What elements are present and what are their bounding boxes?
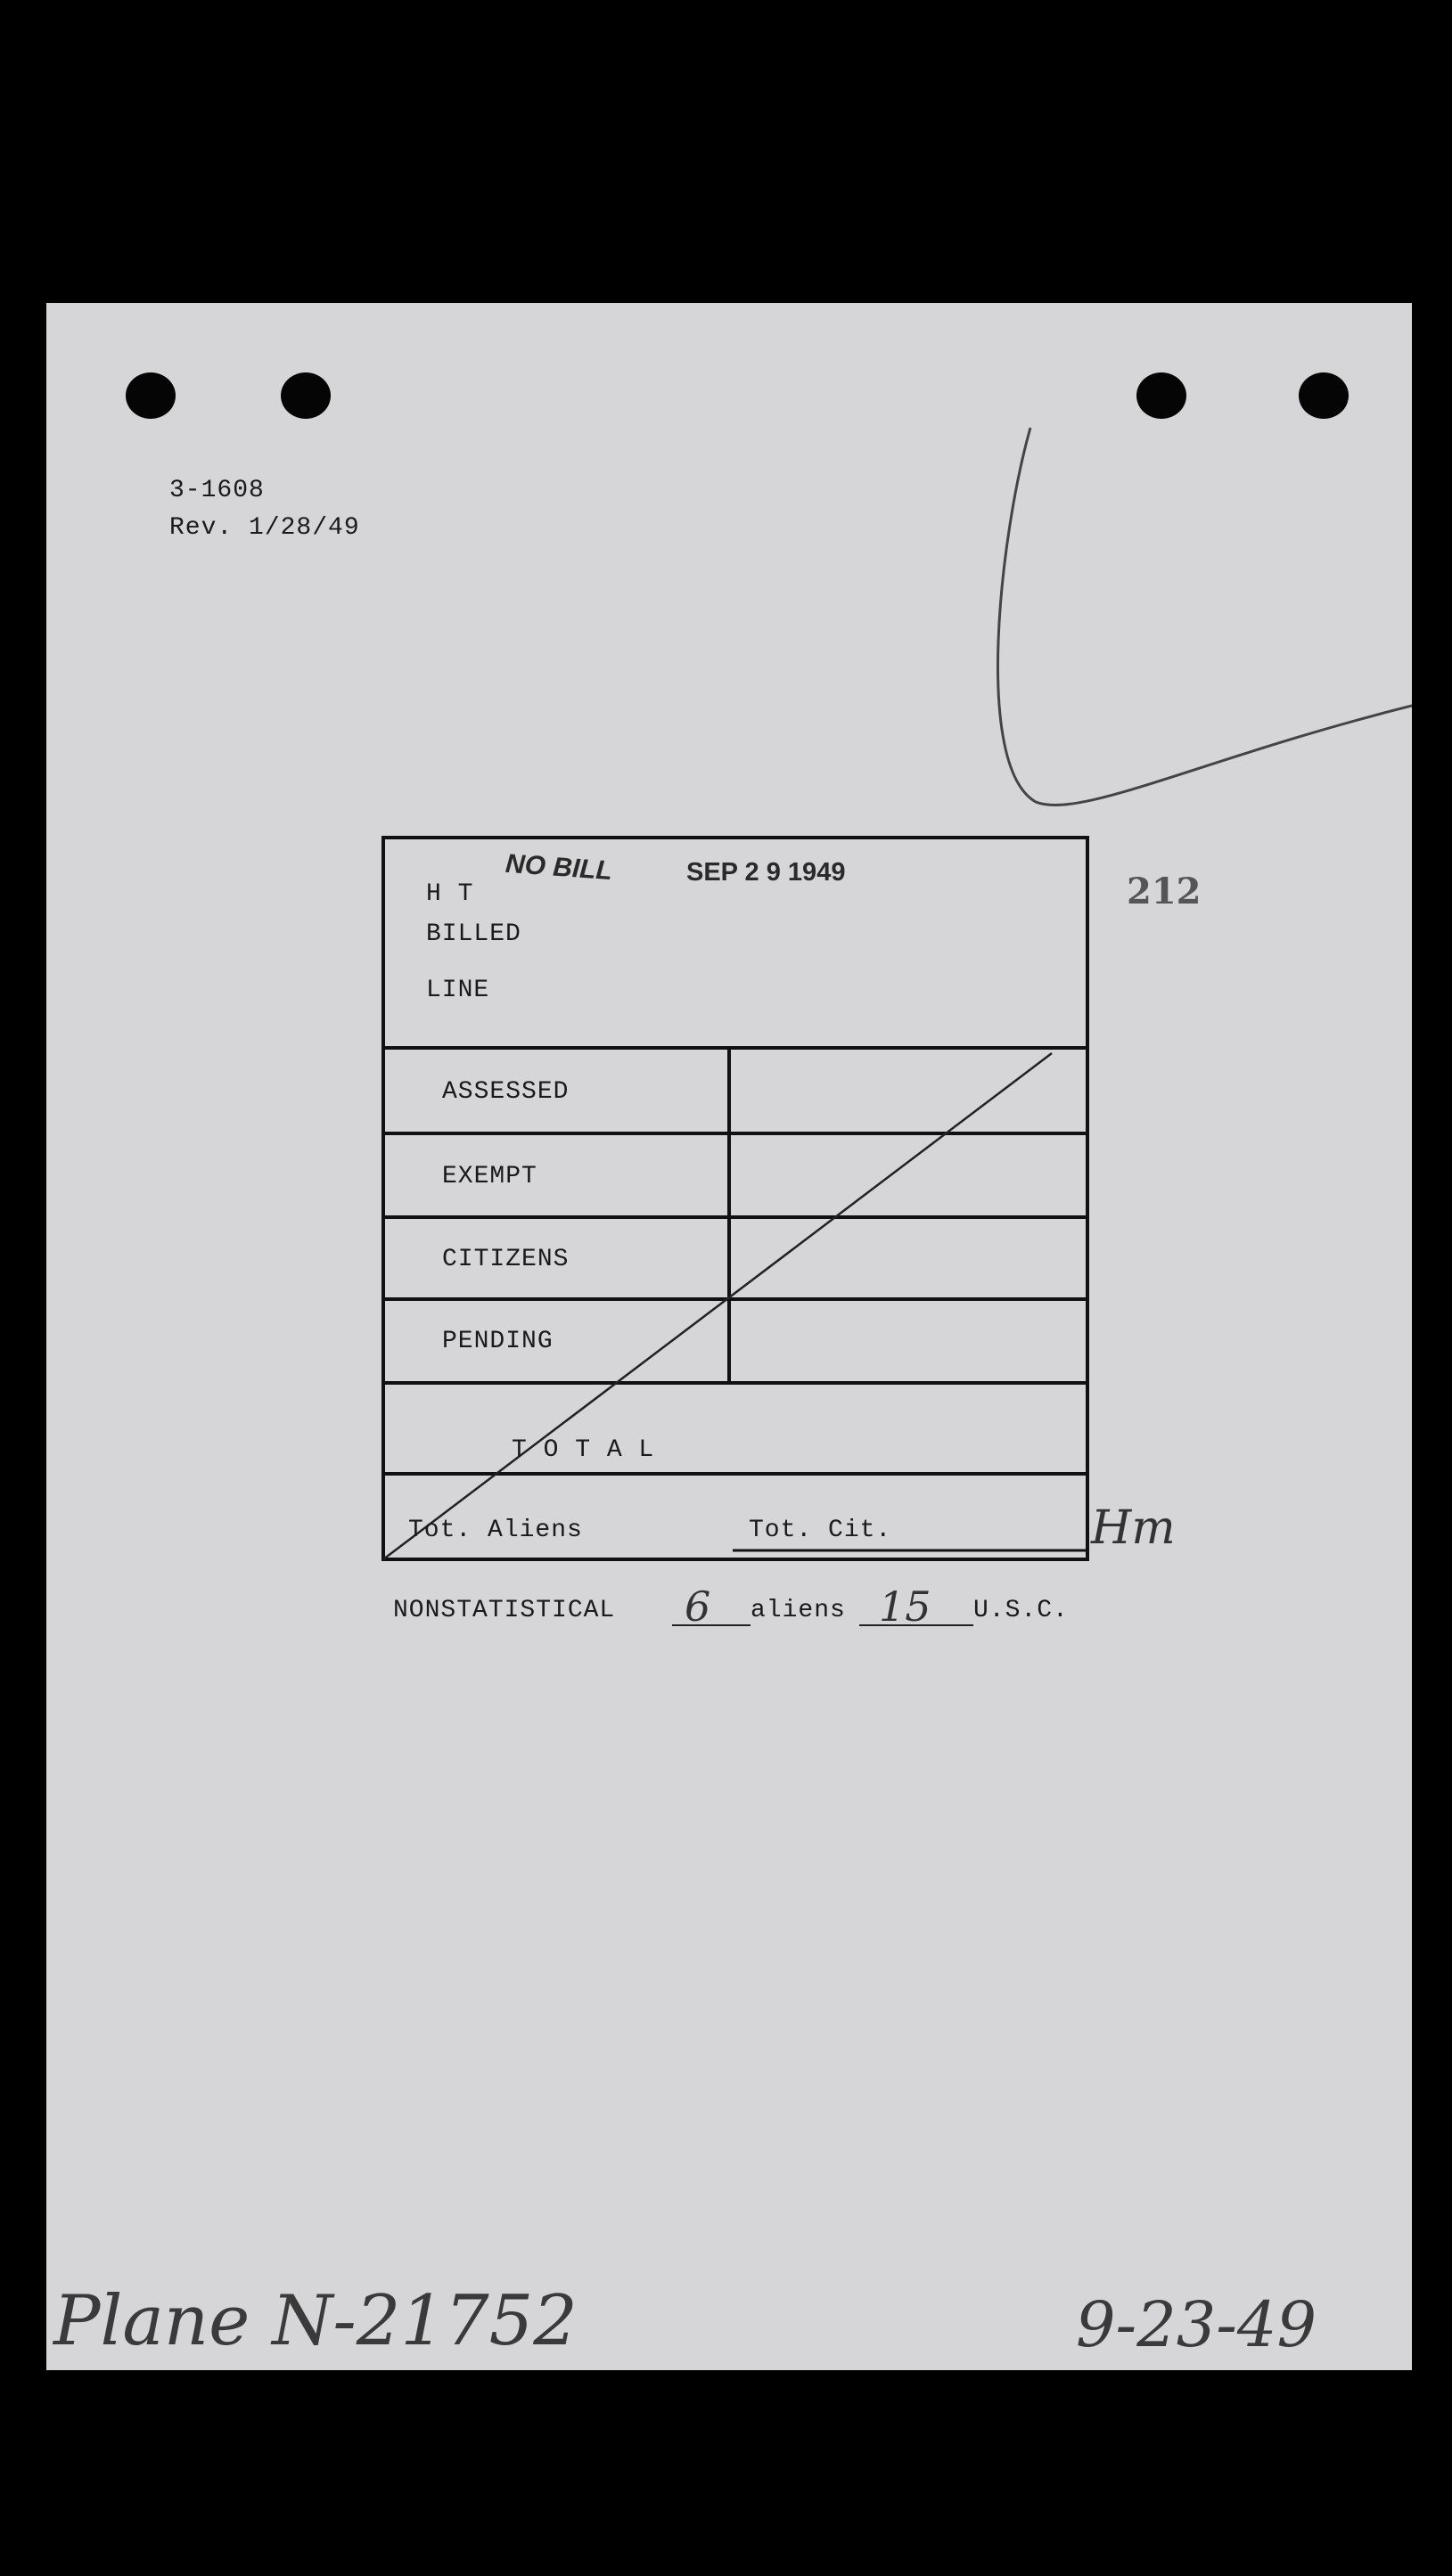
form-grid: [46, 303, 1412, 2370]
form-number: 3-1608: [169, 477, 265, 504]
nonstatistical-aliens-value: 6: [685, 1582, 711, 1631]
tot-cit-label: Tot. Cit.: [749, 1517, 892, 1544]
row-label-pending: PENDING: [442, 1328, 554, 1355]
document-page: [46, 303, 1412, 2370]
cross-out-line: [383, 1053, 1052, 1559]
no-bill-stamp: NO BILL: [505, 848, 614, 887]
header-line-line: LINE: [426, 977, 490, 1004]
row-label-citizens: CITIZENS: [442, 1246, 570, 1273]
header-line-ht: H T: [426, 880, 474, 908]
pen-curve: [997, 428, 1412, 805]
handwritten-date: 9-23-49: [1076, 2288, 1317, 2361]
tot-aliens-label: Tot. Aliens: [408, 1517, 583, 1544]
total-label: T O T A L: [512, 1436, 655, 1464]
row-label-assessed: ASSESSED: [442, 1078, 570, 1106]
usc-label: U.S.C.: [973, 1597, 1069, 1624]
nonstatistical-usc-value: 15: [879, 1582, 931, 1631]
date-stamp: SEP 2 9 1949: [686, 858, 846, 887]
form-revision: Rev. 1/28/49: [169, 514, 360, 542]
initials: Hm: [1091, 1501, 1176, 1555]
header-line-billed: BILLED: [426, 920, 521, 948]
number-stamp: 212: [1127, 871, 1202, 912]
row-label-exempt: EXEMPT: [442, 1163, 537, 1190]
nonstatistical-label: NONSTATISTICAL: [393, 1597, 616, 1624]
handwritten-plane-number: Plane N-21752: [53, 2281, 578, 2361]
aliens-label: aliens: [751, 1597, 846, 1624]
